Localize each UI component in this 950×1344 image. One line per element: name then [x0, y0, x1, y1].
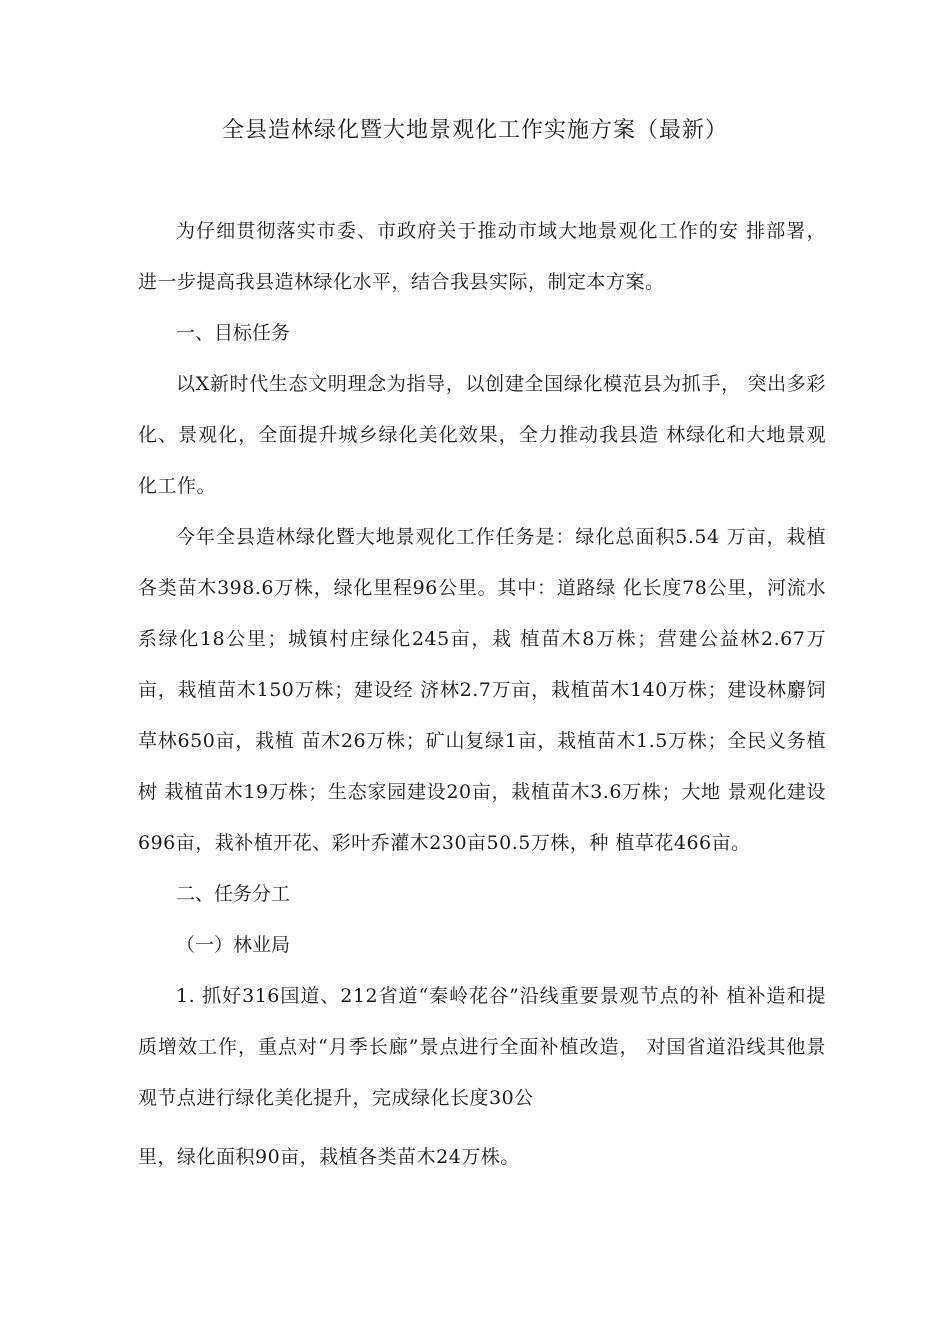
document-title: 全县造林绿化暨大地景观化工作实施方案（最新）	[221, 118, 728, 143]
section-heading-goals: 一、目标任务	[176, 322, 291, 344]
tasks-paragraph: 今年全县造林绿化暨大地景观化工作任务是：绿化总面积5.54 万亩，栽植各类苗木398.6万株，绿化里程96公里。其中：道路绿 化长度78公里，河流水系绿化18公里；城镇村庄绿化245亩，栽 植苗木8万株；营建公益林2.67万亩，栽植苗木150万株；建设经 济林2.7万亩，栽植苗木140万株；建设林麝饲草林650亩，栽植 苗木26万株；矿山复绿1亩，栽植苗木1.5万株；全民义务植树 栽植苗木19万株；生态家园建设20亩，栽植苗木3.6万株；大地 景观化建设696亩，栽补植开花、彩叶乔灌木230亩50.5万株，种 植草花466亩。	[138, 526, 826, 854]
document-body	[138, 206, 826, 1183]
forestry-item-paragraph: 1. 抓好316国道、212省道“秦岭花谷”沿线重要景观节点的补 植补造和提质增效工作，重点对“月季长廊”景点进行全面补植改造， 对国省道沿线其他景观节点进行绿化美化提升，完成绿化长度30公	[138, 985, 826, 1109]
intro-paragraph: 为仔细贯彻落实市委、市政府关于推动市域大地景观化工作的安 排部署，进一步提高我县造林绿化水平，结合我县实际，制定本方案。	[138, 220, 826, 293]
forestry-item-continuation: 里，绿化面积90亩，栽植各类苗木24万株。	[138, 1146, 520, 1168]
subsection-heading-forestry: （一）林业局	[176, 934, 291, 956]
goals-paragraph: 以X新时代生态文明理念为指导，以创建全国绿化模范县为抓手， 突出多彩化、景观化，全面提升城乡绿化美化效果，全力推动我县造 林绿化和大地景观化工作。	[138, 373, 826, 497]
section-heading-division: 二、任务分工	[176, 883, 291, 905]
